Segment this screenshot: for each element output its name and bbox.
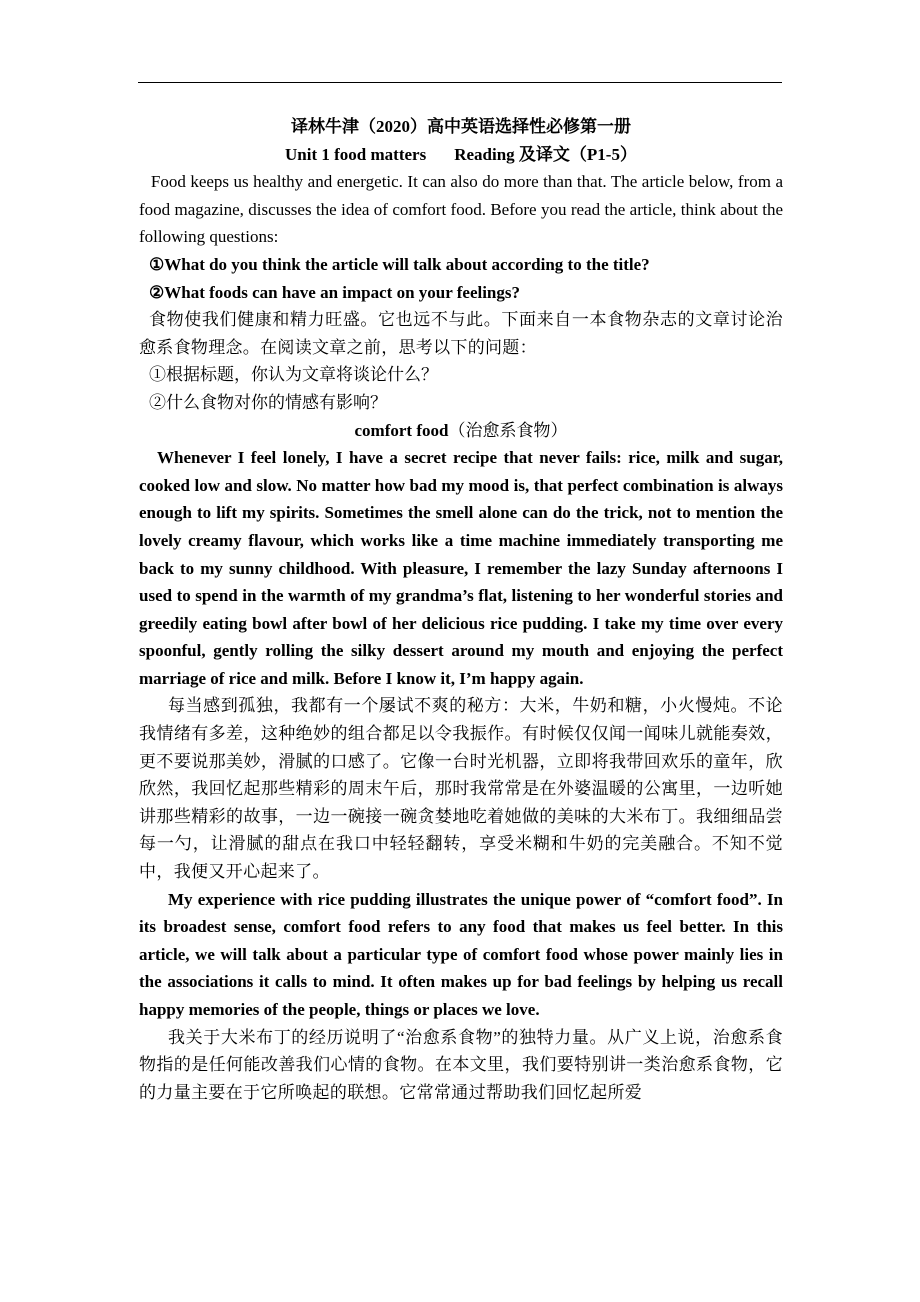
article-paragraph-2-en: My experience with rice pudding illustrates the unique power of “comfort food”. In its broadest sense, comfort food refers to any food that makes us feel better. In this article, we will talk about a particular type of comfort food whose power mainly lies in the associations it calls to mind. It often makes up for bad feelings by helping us recall happy memories of the people, things or places we love. — [139, 889, 783, 1019]
article-paragraph-1-zh: 每当感到孤独，我都有一个屡试不爽的秘方：大米，牛奶和糖，小火慢炖。不论我情绪有多差，这种绝妙的组合都足以令我振作。有时候仅仅闻一闻味儿就能奏效，更不要说那美妙，滑腻的口感了。它像一台时光机器，立即将我带回欢乐的童年，欣欣然，我回忆起那些精彩的周末午后，那时我常常是在外婆温暖的公寓里，一边听她讲那些精彩的故事，一边一碗接一碗贪婪地吃着她做的美味的大米布丁。我细细品尝每一勺，让滑腻的甜点在我口中轻轻翻转，享受米糊和牛奶的完美融合。不知不觉中，我便又开心起来了。 — [139, 696, 783, 882]
question-2-zh: ②什么食物对你的情感有影响？ — [149, 392, 387, 412]
article-heading — [139, 417, 783, 445]
article-heading-zh: （治愈系食物） — [448, 420, 568, 440]
unit-name: Unit 1 food matters — [285, 144, 427, 164]
reading-label: Reading 及译文（P1-5） — [454, 144, 637, 164]
document-title: 译林牛津（2020）高中英语选择性必修第一册 — [291, 117, 631, 136]
article-paragraph-1-en: Whenever I feel lonely, I have a secret recipe that never fails: rice, milk and sugar, cooked low and slow. No matter how bad my mood is, that perfect combination is always enough to lift my spirits. Sometimes the smell alone can do the trick, not to mention the lovely creamy flavour, which works like a time machine immediately transporting me back to my sunny childhood. With pleasure, I remember the lazy Sunday afternoons I used to spend in the warmth of my grandma’s flat, listening to her wonderful stories and greedily eating bowl after bowl of her delicious rice pudding. I take my time over every spoonful, gently rolling the silky dessert around my mouth and enjoying the perfect marriage of rice and milk. Before I know it, I’m happy again. — [139, 448, 783, 688]
unit-title — [139, 141, 783, 169]
intro-paragraph-en: Food keeps us healthy and energetic. It can also do more than that. The article below, from a food magazine, discusses the idea of comfort food. Before you read the article, think about the following questions: — [139, 172, 783, 247]
question-2-en: ②What foods can have an impact on your feelings? — [149, 282, 521, 302]
header-rule — [138, 82, 782, 83]
question-1-en: ①What do you think the article will talk about according to the title? — [149, 254, 650, 274]
article-heading-en: comfort food — [354, 420, 449, 440]
question-1-zh: ①根据标题，你认为文章将谈论什么？ — [149, 365, 438, 385]
article-paragraph-2-zh: 我关于大米布丁的经历说明了“治愈系食物”的独特力量。从广义上说，治愈系食物指的是任何能改善我们心情的食物。在本文里，我们要特别讲一类治愈系食物，它的力量主要在于它所唤起的联想。它常常通过帮助我们回忆起所爱 — [139, 1027, 783, 1102]
document-page — [139, 113, 783, 1106]
intro-paragraph-zh: 食物使我们健康和精力旺盛。它也远不与此。下面来自一本食物杂志的文章讨论治愈系食物理念。在阅读文章之前，思考以下的问题： — [139, 310, 783, 357]
